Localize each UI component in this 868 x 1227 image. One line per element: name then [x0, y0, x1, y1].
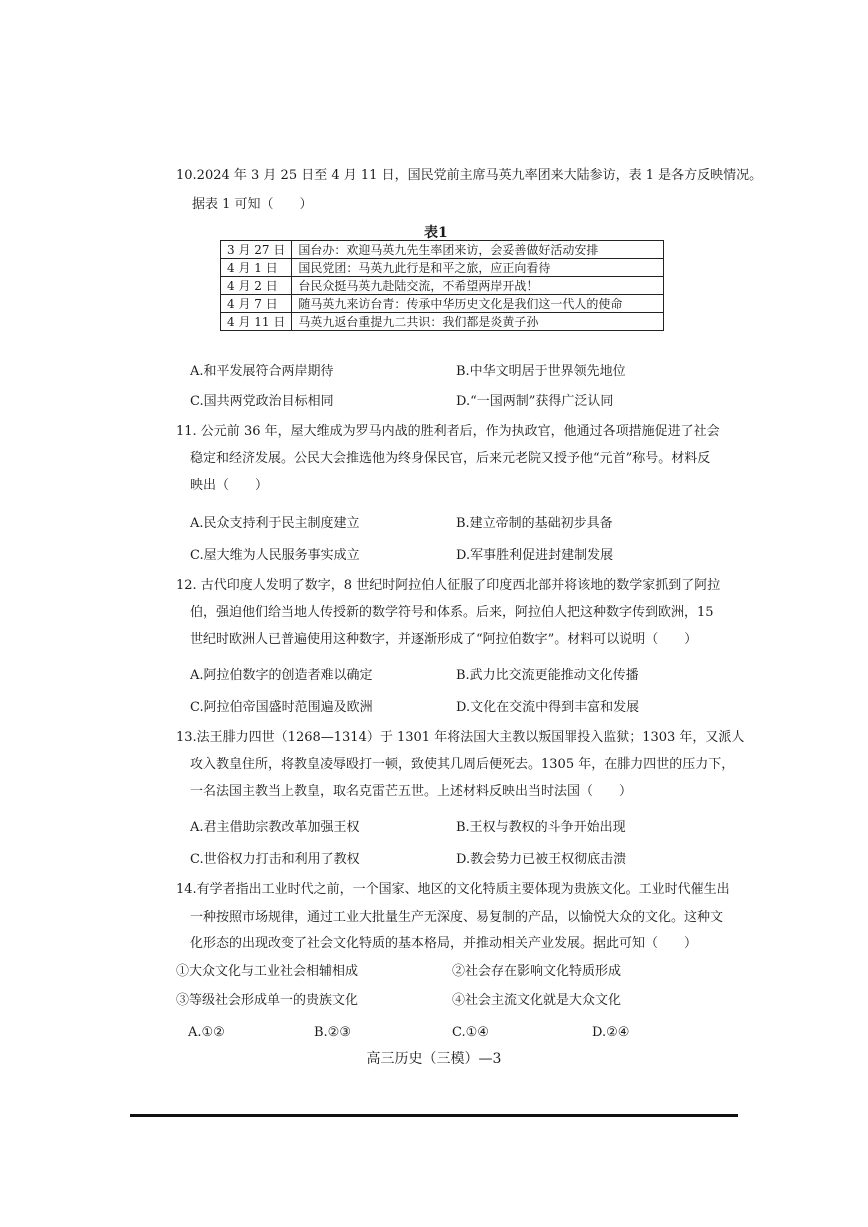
- q12-option-c[interactable]: C.阿拉伯帝国盛时范围遍及欧洲: [190, 700, 373, 715]
- q13-option-a[interactable]: A.君主借助宗教改革加强王权: [190, 820, 360, 835]
- table-row: [221, 259, 664, 277]
- table-date: 4 月 7 日: [221, 295, 292, 313]
- q14-option-b[interactable]: B.②③: [314, 1025, 351, 1040]
- q13-option-d[interactable]: D.教会势力已被王权彻底击溃: [456, 852, 627, 867]
- q12-option-a[interactable]: A.阿拉伯数字的创造者难以确定: [190, 668, 373, 683]
- q12-option-d[interactable]: D.文化在交流中得到丰富和发展: [456, 700, 640, 715]
- q10-stem-line-2: 据表 1 可知（ ）: [192, 197, 313, 212]
- q11-option-d[interactable]: D.军事胜利促进封建制发展: [456, 548, 614, 563]
- q10-stem-line-1: 10.2024 年 3 月 25 日至 4 月 11 日，国民党前主席马英九率团来大陆参访，表 1 是各方反映情况。: [176, 168, 763, 183]
- q13-option-c[interactable]: C.世俗权力打击和利用了教权: [190, 852, 360, 867]
- table-row: [221, 241, 664, 259]
- q14-option-a[interactable]: A.①②: [188, 1025, 225, 1040]
- table-row: [221, 277, 664, 295]
- q10-option-b[interactable]: B.中华文明居于世界领先地位: [456, 364, 626, 379]
- q14-stem-line-3: 化形态的出现改变了社会文化特质的基本格局，并推动相关产业发展。据此可知（ ）: [190, 936, 698, 951]
- q11-option-a[interactable]: A.民众支持利于民主制度建立: [190, 516, 360, 531]
- table-text: 国民党团：马英九此行是和平之旅，应正向看待: [292, 259, 664, 277]
- table-date: 4 月 2 日: [221, 277, 292, 295]
- q14-statement-2: ②社会存在影响文化特质形成: [452, 964, 622, 979]
- q10-option-d[interactable]: D.“一国两制”获得广泛认同: [456, 394, 614, 409]
- q11-stem-line-2: 稳定和经济发展。公民大会推选他为终身保民官，后来元老院又授予他“元首”称号。材料反: [190, 451, 711, 466]
- table-text: 国台办：欢迎马英九先生率团来访，会妥善做好活动安排: [292, 241, 664, 259]
- q10-option-a[interactable]: A.和平发展符合两岸期待: [190, 364, 334, 379]
- q13-stem-line-2: 攻入教皇住所，将教皇凌辱殴打一顿，致使其几周后便死去。1305 年，在腓力四世的压力下，: [190, 757, 735, 772]
- table-text: 台民众挺马英九赴陆交流，不希望两岸开战！: [292, 277, 664, 295]
- q12-stem-line-1: 12. 古代印度人发明了数字，8 世纪时阿拉伯人征服了印度西北部并将该地的数学家抓到了阿拉: [176, 578, 721, 593]
- table-date: 3 月 27 日: [221, 241, 292, 259]
- table-text: 随马英九来访台青：传承中华历史文化是我们这一代人的使命: [292, 295, 664, 313]
- table-row: [221, 313, 664, 331]
- q12-option-b[interactable]: B.武力比交流更能推动文化传播: [456, 668, 639, 683]
- table-row: [221, 295, 664, 313]
- q13-stem-line-1: 13.法王腓力四世（1268—1314）于 1301 年将法国大主教以叛国罪投入监狱；1303 年，又派人: [176, 730, 745, 745]
- table-date: 4 月 1 日: [221, 259, 292, 277]
- q12-stem-line-3: 世纪时欧洲人已普遍使用这种数字，并逐渐形成了“阿拉伯数字”。材料可以说明（ ）: [190, 632, 698, 647]
- q14-statement-3: ③等级社会形成单一的贵族文化: [176, 993, 359, 1008]
- q13-option-b[interactable]: B.王权与教权的斗争开始出现: [456, 820, 626, 835]
- q14-option-c[interactable]: C.①④: [452, 1025, 489, 1040]
- bottom-divider: [130, 1114, 738, 1117]
- q11-stem-line-3: 映出（ ）: [190, 478, 269, 493]
- table-date: 4 月 11 日: [221, 313, 292, 331]
- q14-statement-4: ④社会主流文化就是大众文化: [452, 993, 622, 1008]
- table-title: 表1: [424, 225, 448, 241]
- q11-stem-line-1: 11. 公元前 36 年，屋大维成为罗马内战的胜利者后，作为执政官，他通过各项措施促进了社会: [176, 424, 720, 439]
- reaction-table: [220, 240, 664, 331]
- q13-stem-line-3: 一名法国主教当上教皇，取名克雷芒五世。上述材料反映出当时法国（ ）: [190, 784, 633, 799]
- q14-option-d[interactable]: D.②④: [592, 1025, 630, 1040]
- q11-option-c[interactable]: C.屋大维为人民服务事实成立: [190, 548, 360, 563]
- q10-option-c[interactable]: C.国共两党政治目标相同: [190, 394, 334, 409]
- q14-statement-1: ①大众文化与工业社会相辅相成: [176, 964, 359, 979]
- page-footer: 高三历史（三模）—3: [366, 1051, 502, 1067]
- table-text: 马英九返台重提九二共识：我们都是炎黄子孙: [292, 313, 664, 331]
- q14-stem-line-2: 一种按照市场规律，通过工业大批量生产无深度、易复制的产品，以愉悦大众的文化。这种文: [190, 910, 724, 925]
- q14-stem-line-1: 14.有学者指出工业时代之前，一个国家、地区的文化特质主要体现为贵族文化。工业时代催生出: [176, 882, 730, 897]
- q11-option-b[interactable]: B.建立帝制的基础初步具备: [456, 516, 613, 531]
- q12-stem-line-2: 伯，强迫他们给当地人传授新的数学符号和体系。后来，阿拉伯人把这种数字传到欧洲，15: [190, 605, 714, 620]
